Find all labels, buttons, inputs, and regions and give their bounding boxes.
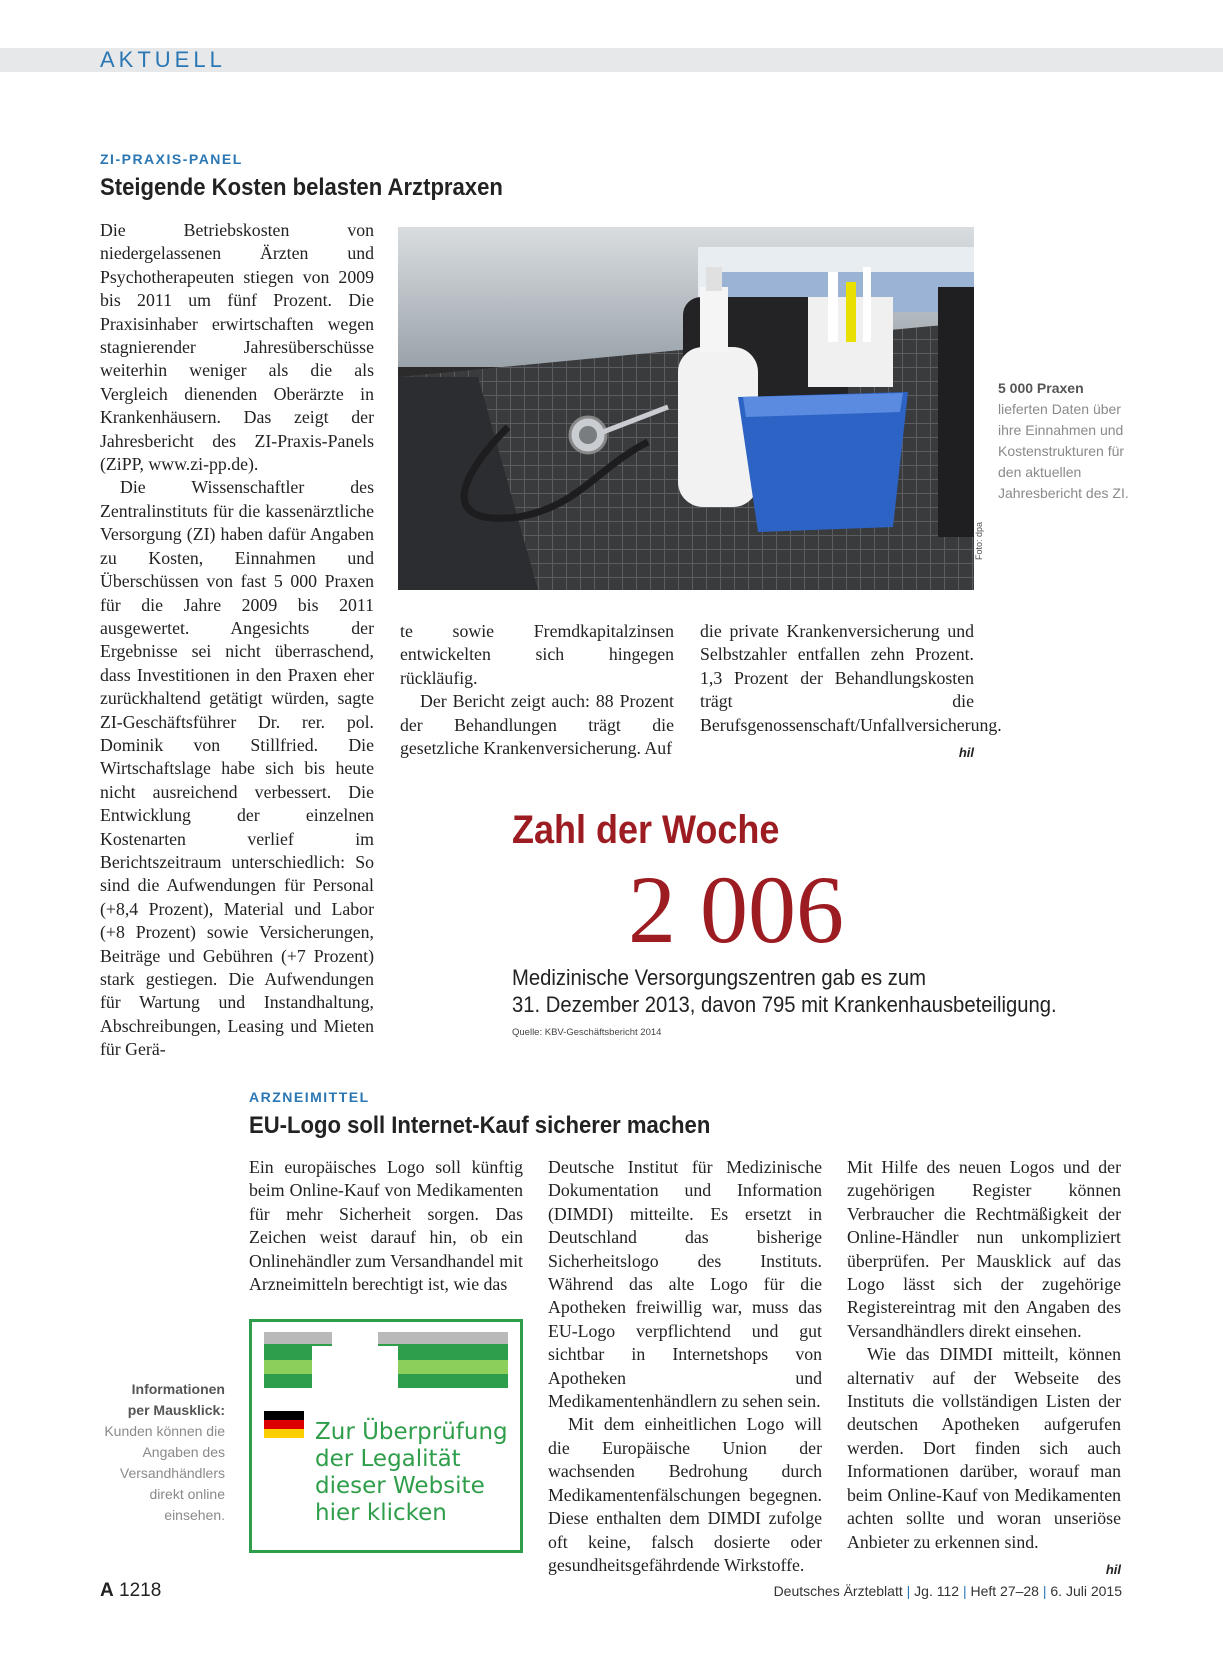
article1-column-2 (400, 620, 674, 760)
eu-logo-line: der Legalität (315, 1446, 461, 1472)
article1-paragraph: Die Wissenschaftler des Zentralinstituts für die kassenärztliche Versorgung (ZI) haben dafür Angaben zu Kosten, Einnahmen und Überschüssen von fast 5 000 Praxen für die Jahre 2009 bis 2011 ausgewertet. Angesichts der Ergebnisse sei nicht überraschend, dass Investitionen in den Praxen eher zurückhaltend getätigt würden, sagte ZI-Geschäftsführer Dr. rer. pol. Dominik von Stillfried. Die Wirtschaftslage habe sich bis heute nicht ausreichend verbessert. Die Entwicklung der einzelnen Kostenarten verlief im Berichtszeitraum unterschiedlich: So sind die Aufwendungen für Personal (+8,4 Prozent), Material und Labor (+8 Prozent) sowie Versicherungen, Beiträge und Gebühren (+7 Prozent) stark gestiegen. Die Aufwendungen für Wartung und Instandhaltung, Abschreibungen, Leasing und Mieten für Gerä- (100, 477, 374, 1060)
caption-bold: 5 000 Praxen (998, 380, 1084, 396)
zahl-der-woche-description (512, 964, 1057, 1018)
caption-bold: Informationen (131, 1381, 225, 1397)
article1-photo-caption (998, 378, 1133, 504)
eu-logo-line: Zur Überprüfung (315, 1419, 508, 1445)
page-number-value: 1218 (119, 1580, 162, 1601)
caption-text: lieferten Daten über ihre Einnahmen und Kostenstrukturen für den aktuellen Jahresbericht des ZI. (998, 401, 1129, 501)
caption-bold: per Mausklick: (127, 1402, 225, 1418)
eu-logo-line: hier klicken (315, 1500, 447, 1526)
caption-text: Kunden können die Angaben des Versandhändlers direkt online einsehen. (104, 1423, 225, 1523)
journal-name: Deutsches Ärzteblatt (773, 1583, 903, 1599)
eu-logo-line: dieser Website (315, 1473, 485, 1499)
article1-paragraph: te sowie Fremdkapitalzinsen entwickelten sich hingegen rückläufig. (400, 621, 674, 688)
page-prefix: A (100, 1580, 114, 1601)
article1-photo (398, 227, 974, 590)
journal-info: Deutsches Ärzteblatt | Jg. 112 | Heft 27–28 | 6. Juli 2015 (773, 1583, 1122, 1599)
article2-column-1 (249, 1156, 523, 1296)
article1-headline: Steigende Kosten belasten Arztpraxen (100, 174, 503, 201)
article2-paragraph: Mit dem einheitlichen Logo will die Europäische Union der wachsenden Bedrohung durch Medikamentenfälschungen begegnen. Diese enthalten dem DIMDI zufolge oft keine, falsch dosierte oder gesundheitsgefährdende Wirkstoffe. (548, 1414, 822, 1575)
article1-kicker: ZI-PRAXIS-PANEL (100, 151, 243, 167)
article1-column-1 (100, 219, 374, 1062)
eu-logo-text (315, 1419, 508, 1527)
article2-headline: EU-Logo soll Internet-Kauf sicherer machen (249, 1112, 711, 1139)
article1-column-3 (700, 620, 1002, 764)
article2-paragraph: Wie das DIMDI mitteilt, können alternativ auf der Webseite des Instituts die vollständigen Listen der deutschen Apotheken aufgerufen werden. Dort finden sich auch Informationen darüber, worauf man beim Online-Kauf von Medikamenten achten sollte und woran unseriöse Anbieter zu erkennen sind. (847, 1344, 1121, 1552)
section-label: AKTUELL (100, 47, 226, 72)
article1-paragraph: Der Bericht zeigt auch: 88 Prozent der Behandlungen trägt die gesetzliche Krankenversicherung. Auf (400, 691, 674, 759)
article2-paragraph: Deutsche Institut für Medizinische Dokumentation und Information (DIMDI) mitteilte. Es ersetzt in Deutschland das bisherige Sicherheitslogo des Instituts. Während das alte Logo für die Apotheken freiwillig war, muss das EU-Logo verpflichtend und gut sichtbar in Internetshops von Apotheken und Medikamentenhändlern zu sehen sein. (548, 1157, 822, 1412)
stethoscope-photo-illustration (398, 227, 974, 590)
zahl-der-woche-line: 31. Dezember 2013, davon 795 mit Krankenhausbeteiligung. (512, 992, 1057, 1017)
article2-paragraph: Mit Hilfe des neuen Logos und der zugehörigen Register können Verbraucher die Rechtmäßigkeit der Online-Händler nun unkompliziert überprüfen. Per Mausklick auf das Logo lässt sich der zugehörige Registereintrag mit den Angaben des Versandhändlers direkt einsehen. (847, 1157, 1121, 1341)
journal-volume: Jg. 112 (914, 1583, 960, 1599)
article1-paragraph: die private Krankenversicherung und Selbstzahler entfallen zehn Prozent. 1,3 Prozent der Behandlungskosten trägt die Berufsgenossenschaft/Unfallversicherung. (700, 621, 1002, 735)
page-number (100, 1580, 161, 1602)
zahl-der-woche-line: Medizinische Versorgungszentren gab es zum (512, 965, 927, 990)
article2-kicker: ARZNEIMITTEL (249, 1089, 370, 1105)
article1-paragraph: Die Betriebskosten von niedergelassenen Ärzten und Psychotherapeuten stiegen von 2009 bis 2011 um fünf Prozent. Die Praxisinhaber erwirtschaften wegen stagnierender Jahresüberschüsse weiterhin weniger als die als Vergleich dienenden Oberärzte in Krankenhäusern. Das zeigt der Jahresbericht des ZI-Praxis-Panels (ZiPP, www.zi-pp.de). (100, 220, 374, 475)
journal-date: 6. Juli 2015 (1050, 1583, 1122, 1599)
article2-image-caption (90, 1379, 225, 1526)
article2-paragraph: Ein europäisches Logo soll künftig beim Online-Kauf von Medikamenten für mehr Sicherheit sorgen. Das Zeichen weist darauf hin, ob ein Onlinehändler zum Versandhandel mit Arzneimitteln berechtigt ist, wie das (249, 1157, 523, 1295)
article2-author-signature: hil (1105, 1561, 1121, 1577)
zahl-der-woche-source: Quelle: KBV-Geschäftsbericht 2014 (512, 1027, 662, 1038)
article2-column-3 (847, 1156, 1121, 1581)
zahl-der-woche-number: 2 006 (628, 856, 844, 963)
journal-issue: Heft 27–28 (970, 1583, 1039, 1599)
zahl-der-woche-title: Zahl der Woche (512, 808, 780, 852)
article2-column-2 (548, 1156, 822, 1577)
photo-credit: Foto: dpa (974, 521, 984, 560)
article1-author-signature: hil (958, 745, 974, 761)
